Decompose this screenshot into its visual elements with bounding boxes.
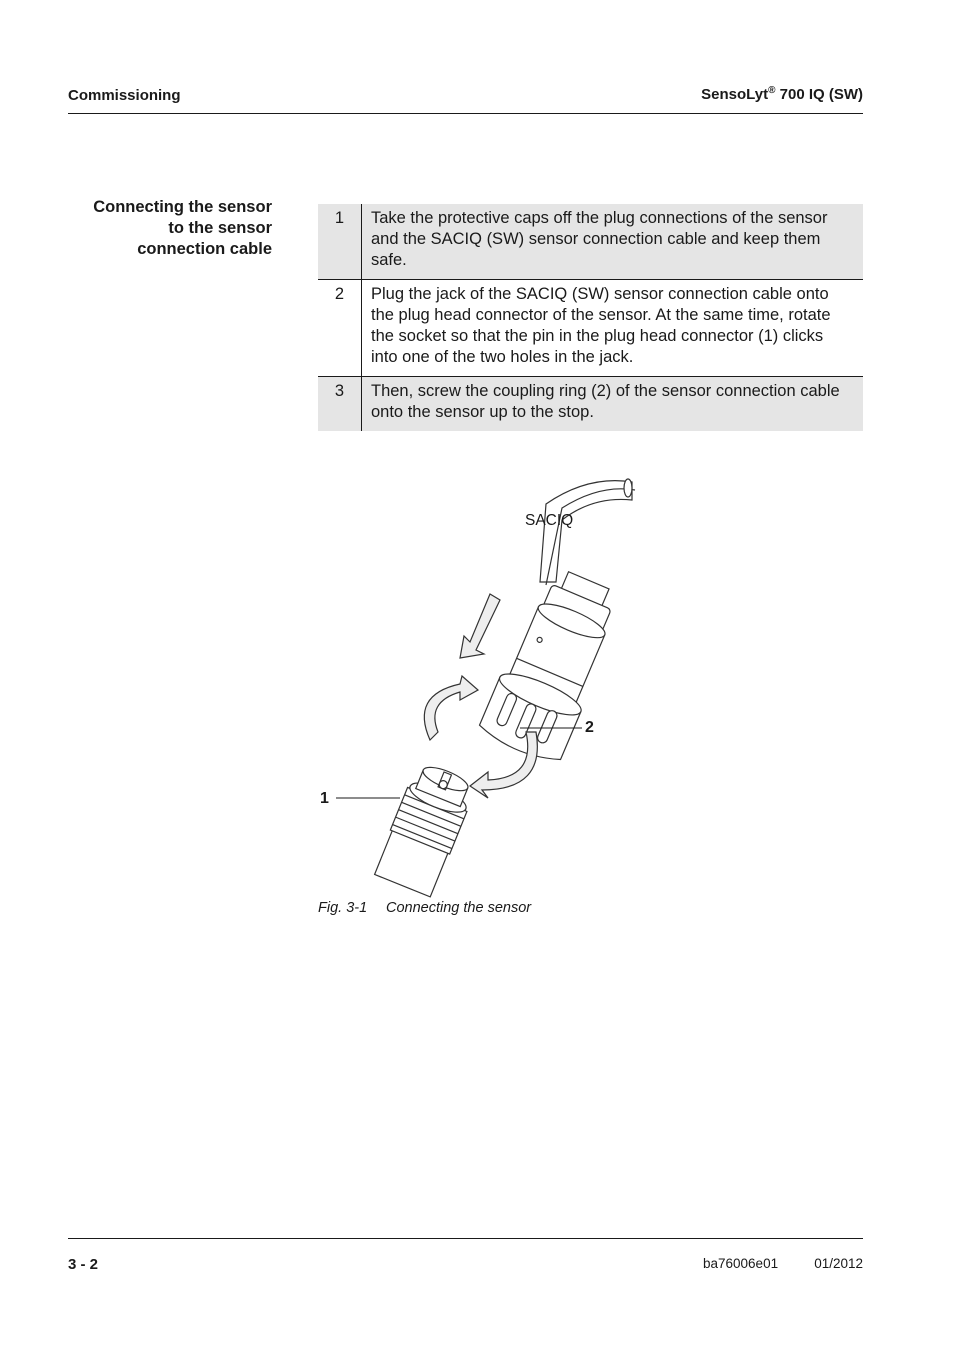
product-model: 700 IQ (SW)	[775, 86, 863, 103]
side-heading-line-3: connection cable	[137, 240, 272, 258]
step-text: Plug the jack of the SACIQ (SW) sensor connection cable onto the plug head connector of the sensor. At the same time, rotate the socket so that the pin in the plug head connector (1) clicks into one of the two holes in the jack.	[362, 280, 864, 377]
header-product-title	[701, 85, 863, 103]
figure-caption-number: Fig. 3-1	[318, 900, 368, 916]
step-row	[318, 377, 863, 432]
step-number: 2	[318, 280, 362, 377]
product-name: SensoLyt	[701, 86, 769, 103]
footer-doc-id: ba76006e01	[703, 1256, 779, 1271]
cable-socket-drawing	[476, 563, 629, 767]
sensor-connection-illustration	[300, 470, 640, 900]
steps-table	[318, 204, 863, 431]
step-text: Take the protective caps off the plug connections of the sensor and the SACIQ (SW) sensor connection cable and keep them safe.	[362, 204, 864, 280]
figure-callout-1: 1	[320, 790, 329, 807]
push-arrow-icon	[460, 594, 500, 658]
section-side-heading	[60, 197, 272, 260]
cable-drawing	[540, 479, 635, 585]
footer-date: 01/2012	[814, 1256, 863, 1271]
footer-rule	[68, 1238, 863, 1239]
figure-label-saciq: SACIQ	[525, 512, 574, 529]
header-rule	[68, 113, 863, 114]
step-row	[318, 204, 863, 280]
step-text: Then, screw the coupling ring (2) of the sensor connection cable onto the sensor up to the stop.	[362, 377, 864, 432]
step-number: 3	[318, 377, 362, 432]
footer-page-number: 3 - 2	[68, 1256, 99, 1273]
step-row	[318, 280, 863, 377]
header-section-title: Commissioning	[68, 87, 181, 104]
sensor-head-drawing	[373, 760, 478, 898]
registered-mark: ®	[768, 85, 776, 96]
figure-caption	[318, 900, 531, 916]
side-heading-line-1: Connecting the sensor	[93, 198, 272, 216]
side-heading-line-2: to the sensor	[168, 219, 272, 237]
figure-callout-2: 2	[585, 719, 594, 736]
rotate-arrow-upper-icon	[424, 676, 478, 740]
step-number: 1	[318, 204, 362, 280]
figure-caption-text: Connecting the sensor	[386, 900, 532, 916]
